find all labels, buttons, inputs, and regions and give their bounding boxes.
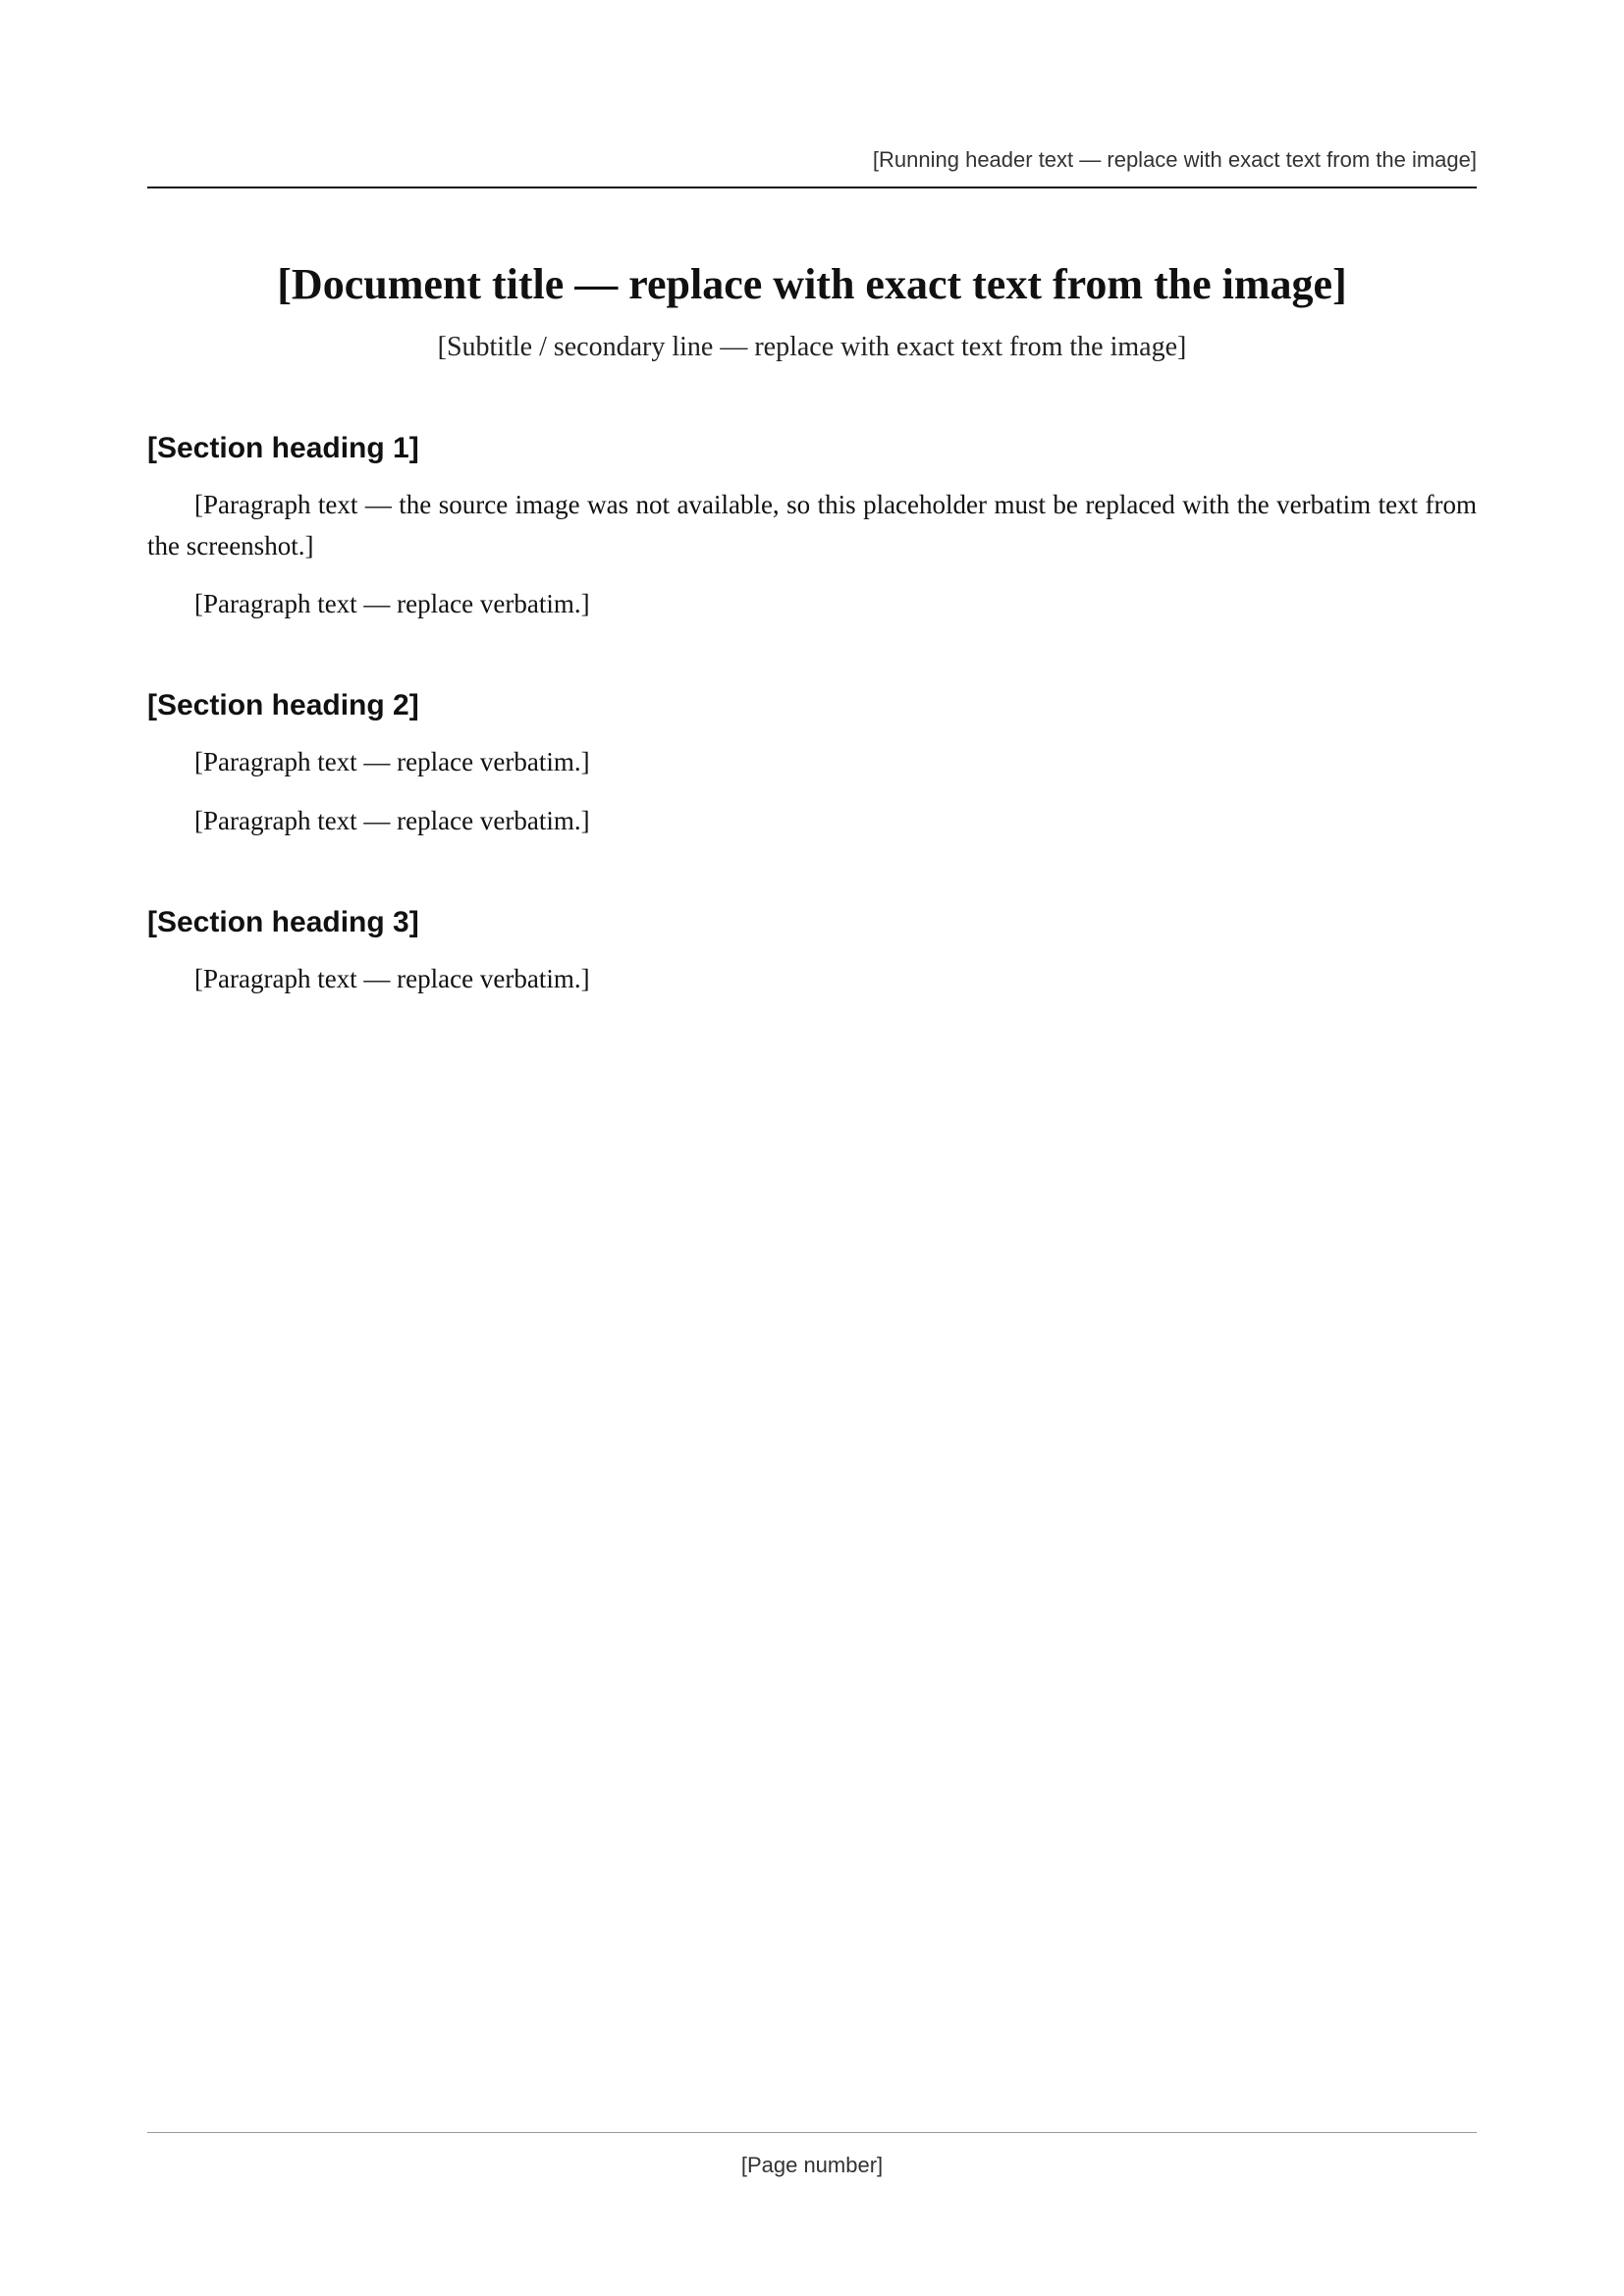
page-header (147, 147, 1477, 188)
section-3 (147, 903, 1477, 1018)
section-heading: [Section heading 1] (147, 431, 419, 464)
section-1 (147, 429, 1477, 644)
running-header-text: [Running header text — replace with exact text from the image] (872, 147, 1477, 172)
document-subtitle: [Subtitle / secondary line — replace with exact text from the image] (437, 332, 1187, 362)
section-2 (147, 686, 1477, 860)
paragraph: [Paragraph text — replace verbatim.] (194, 806, 590, 836)
document-title: [Document title — replace with exact text from the image] (277, 260, 1347, 308)
page-footer (147, 2132, 1477, 2178)
paragraph: [Paragraph text — replace verbatim.] (194, 589, 590, 619)
paragraph: [Paragraph text — replace verbatim.] (194, 747, 590, 777)
section-heading: [Section heading 2] (147, 689, 419, 722)
section-heading: [Section heading 3] (147, 906, 419, 939)
paragraph: [Paragraph text — replace verbatim.] (194, 964, 590, 994)
page-number: [Page number] (740, 2153, 884, 2177)
paragraph: [Paragraph text — the source image was not available, so this placeholder must be replaced with the verbatim text from the screenshot.] (147, 489, 1477, 561)
